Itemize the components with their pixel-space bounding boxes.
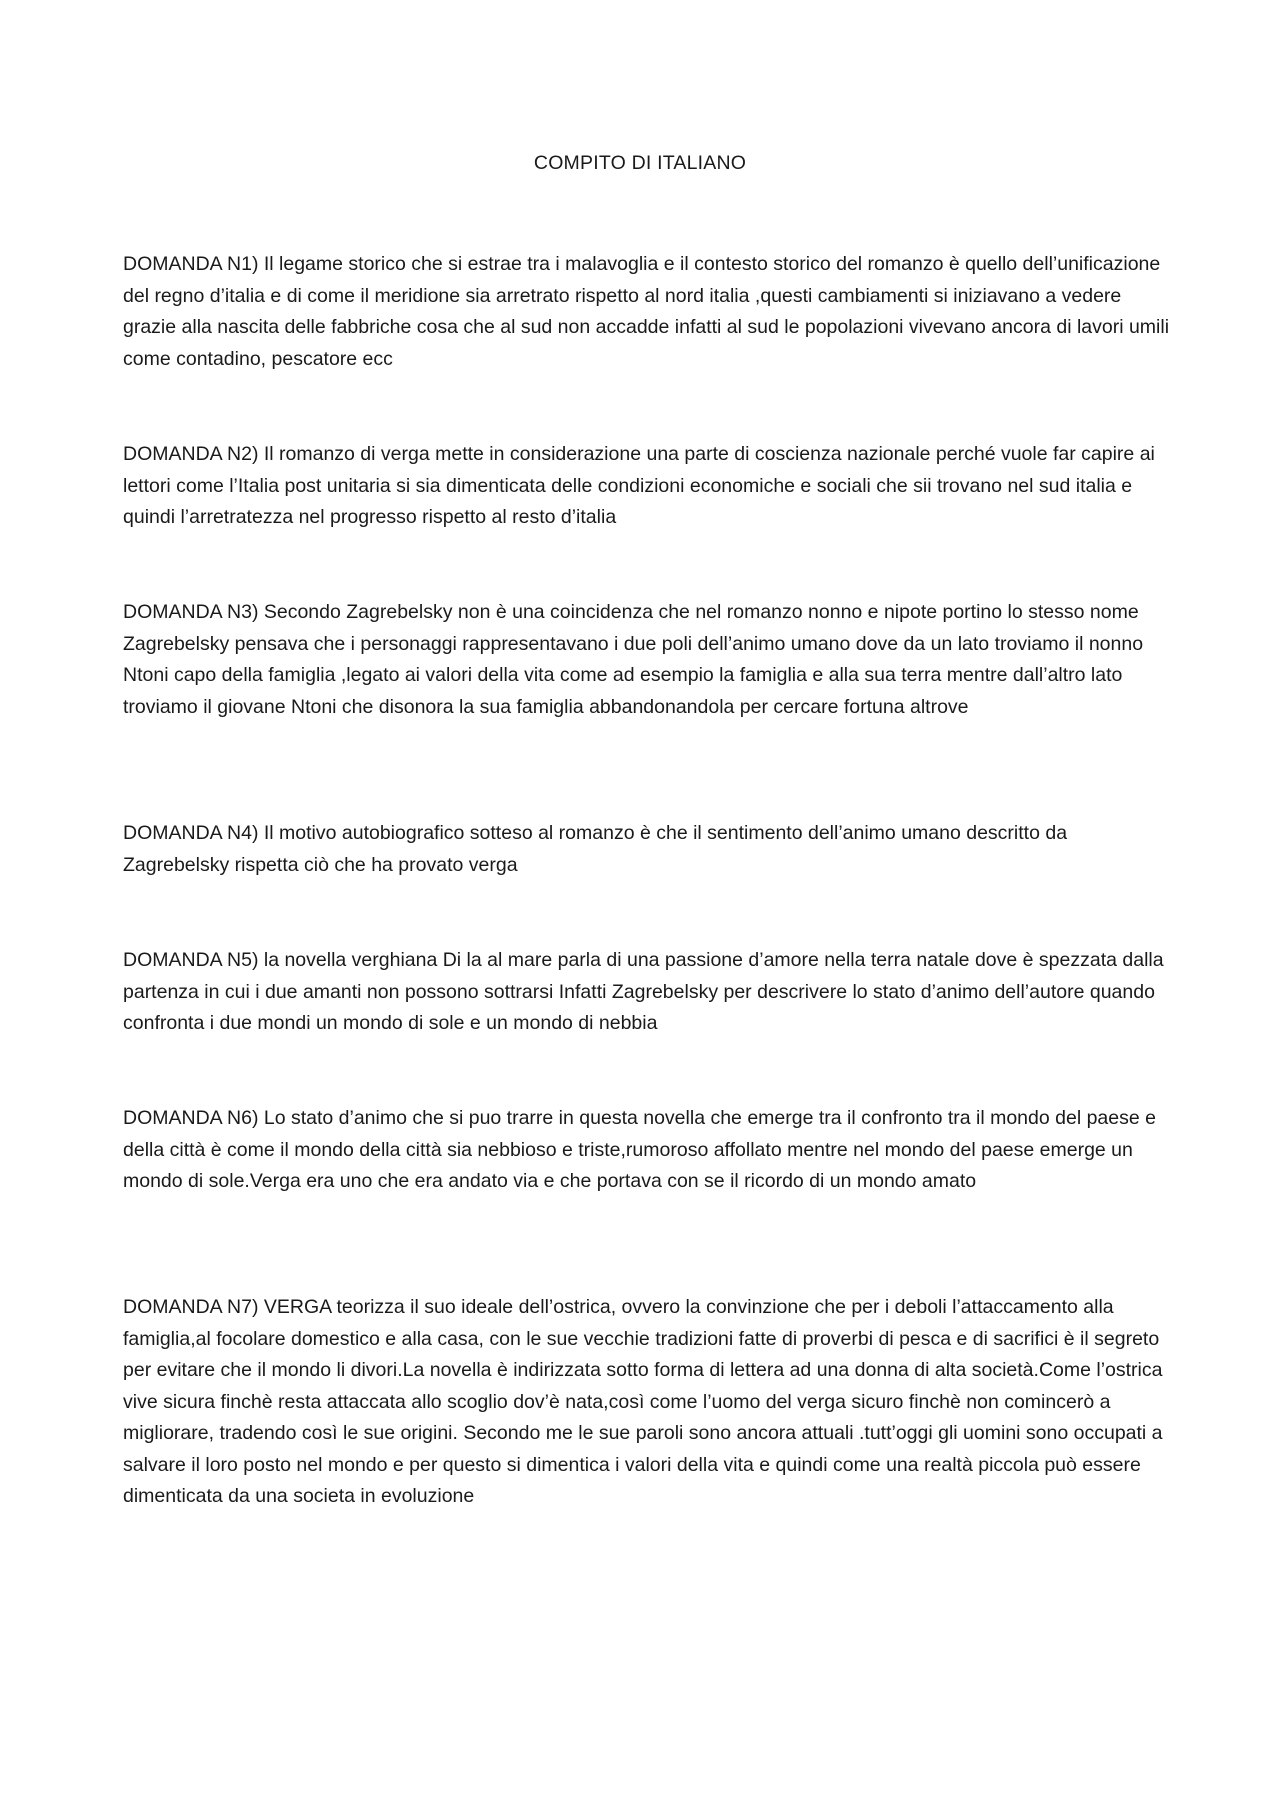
question-1 xyxy=(123,249,1173,375)
question-answer: Il motivo autobiografico sotteso al romanzo è che il sentimento dell’animo umano descritto da Zagrebelsky rispetta ciò che ha provato verga xyxy=(123,822,1068,876)
question-answer: Il legame storico che si estrae tra i malavoglia e il contesto storico del romanzo è quello dell’unificazione del regno d’italia e di come il meridione sia arretrato rispetto al nord italia ,questi cambiamenti si iniziavano a vedere grazie alla nascita delle fabbriche cosa che al sud non accadde infatti al sud le popolazioni vivevano ancora di lavori umili come contadino, pescatore ecc xyxy=(123,253,1170,370)
question-7 xyxy=(123,1292,1173,1513)
question-3 xyxy=(123,597,1173,723)
question-answer: Secondo Zagrebelsky non è una coincidenza che nel romanzo nonno e nipote portino lo stesso nome Zagrebelsky pensava che i personaggi rappresentavano i due poli dell’animo umano dove da un lato troviamo il nonno Ntoni capo della famiglia ,legato ai valori della vita come ad esempio la famiglia e alla sua terra mentre dall’altro lato troviamo il giovane Ntoni che disonora la sua famiglia abbandonandola per cercare fortuna altrove xyxy=(123,601,1144,718)
document-title: COMPITO DI ITALIANO xyxy=(533,152,747,174)
question-label: DOMANDA N2) xyxy=(123,443,259,465)
question-label: DOMANDA N7) xyxy=(123,1296,259,1318)
question-label: DOMANDA N4) xyxy=(123,822,259,844)
question-answer: la novella verghiana Di la al mare parla di una passione d’amore nella terra natale dove è spezzata dalla partenza in cui i due amanti non possono sottrarsi Infatti Zagrebelsky per descrivere lo stato d’animo dell’autore quando confronta i due mondi un mondo di sole e un mondo di nebbia xyxy=(123,949,1164,1034)
question-label: DOMANDA N1) xyxy=(123,253,259,275)
question-answer: Lo stato d’animo che si puo trarre in questa novella che emerge tra il confronto tra il mondo del paese e della città è come il mondo della città sia nebbioso e triste,rumoroso affollato mentre nel mondo del paese emerge un mondo di sole.Verga era uno che era andato via e che portava con se il ricordo di un mondo amato xyxy=(123,1107,1156,1192)
question-6 xyxy=(123,1103,1173,1198)
question-4 xyxy=(123,818,1173,881)
question-label: DOMANDA N6) xyxy=(123,1107,259,1129)
question-label: DOMANDA N5) xyxy=(123,949,259,971)
question-answer: VERGA teorizza il suo ideale dell’ostrica, ovvero la convinzione che per i deboli l’attaccamento alla famiglia,al focolare domestico e alla casa, con le sue vecchie tradizioni fatte di proverbi di pesca e di sacrifici è il segreto per evitare che il mondo li divori.La novella è indirizzata sotto forma di lettera ad una donna di alta società.Come l’ostrica vive sicura finchè resta attaccata allo scoglio dov’è nata,così come l’uomo del verga sicuro finchè non comincerò a migliorare, tradendo così le sue origini. Secondo me le sue paroli sono ancora attuali .tutt’oggi gli uomini sono occupati a salvare il loro posto nel mondo e per questo si dimentica i valori della vita e quindi come una realtà piccola può essere dimenticata da una societa in evoluzione xyxy=(123,1296,1163,1507)
question-answer: Il romanzo di verga mette in considerazione una parte di coscienza nazionale perché vuole far capire ai lettori come l’Italia post unitaria si sia dimenticata delle condizioni economiche e sociali che sii trovano nel sud italia e quindi l’arretratezza nel progresso rispetto al resto d’italia xyxy=(123,443,1155,528)
question-label: DOMANDA N3) xyxy=(123,601,259,623)
question-2 xyxy=(123,439,1173,534)
question-5 xyxy=(123,945,1173,1040)
